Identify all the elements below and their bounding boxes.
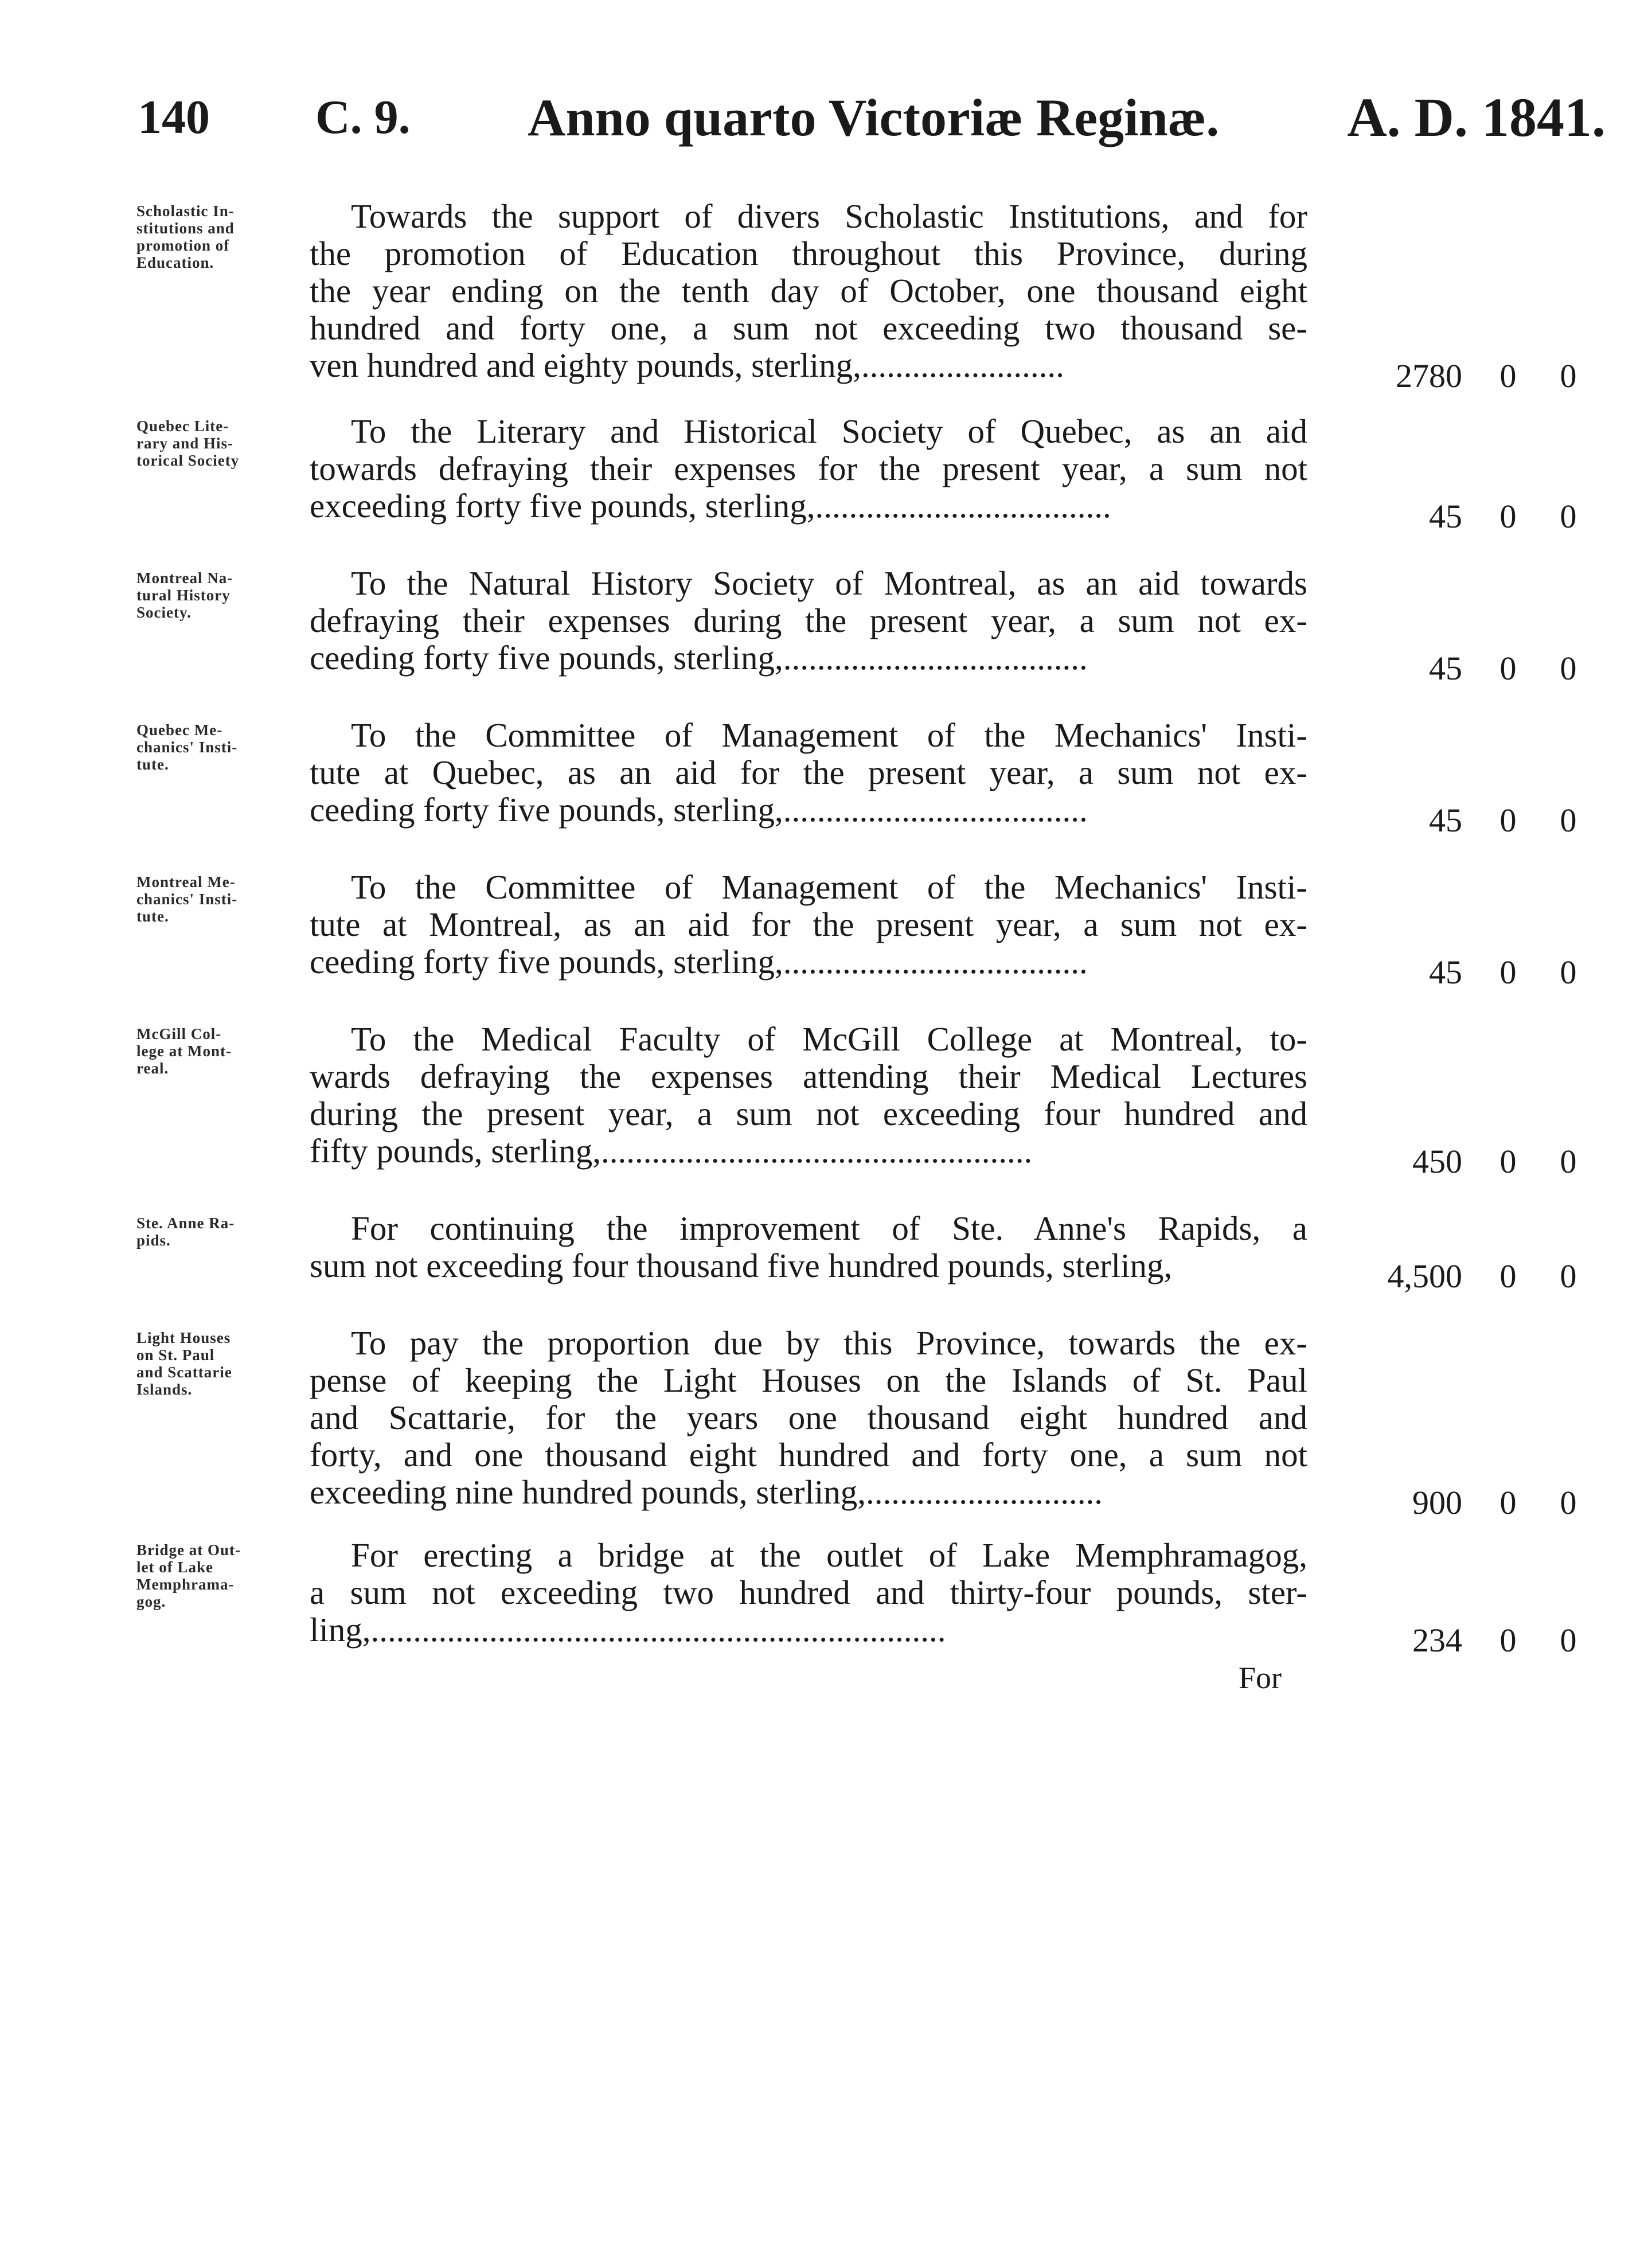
- text-line: the year ending on the tenth day of October, one thousand eight: [310, 272, 1307, 310]
- chapter-number: C. 9.: [315, 91, 411, 144]
- text-line: ceeding forty five pounds, sterling,....................................: [310, 943, 1088, 981]
- text-line: For continuing the improvement of Ste. Anne's Rapids, a: [351, 1209, 1307, 1247]
- text-line: a sum not exceeding two hundred and thirty-four pounds, ster-: [310, 1573, 1307, 1611]
- marginal-note-line: McGill Col-: [136, 1025, 222, 1042]
- running-header: [138, 86, 1606, 161]
- marginal-note: [136, 569, 291, 621]
- marginal-note-line: and Scattarie: [136, 1364, 232, 1381]
- marginal-note-line: tute.: [136, 756, 169, 773]
- marginal-note-line: promotion of: [136, 237, 230, 254]
- marginal-note-line: let of Lake: [136, 1559, 213, 1576]
- amount-shillings: 0: [1499, 650, 1517, 687]
- appropriation-text: [310, 565, 1307, 677]
- marginal-note-line: chanics' Insti-: [136, 739, 238, 756]
- marginal-note-line: gog.: [136, 1593, 166, 1610]
- text-line: Towards the support of divers Scholastic Institutions, and for: [351, 197, 1307, 235]
- page-number: 140: [138, 91, 210, 144]
- amount-pounds: 2780: [1396, 357, 1462, 395]
- amount-pounds: 45: [1429, 498, 1462, 535]
- marginal-note-line: Ste. Anne Ra-: [136, 1214, 235, 1232]
- marginal-note-line: Bridge at Out-: [136, 1541, 241, 1559]
- marginal-note: [136, 873, 291, 925]
- text-line: tute at Quebec, as an aid for the present year, a sum not ex-: [310, 753, 1307, 791]
- marginal-note-line: real.: [136, 1060, 169, 1077]
- text-line: towards defraying their expenses for the present year, a sum not: [310, 450, 1307, 487]
- text-line: wards defraying the expenses attending their Medical Lectures: [310, 1057, 1307, 1095]
- appropriation-text: [310, 1210, 1307, 1284]
- amount-shillings: 0: [1499, 498, 1517, 535]
- text-line: hundred and forty one, a sum not exceeding two thousand se-: [310, 309, 1307, 347]
- amount-pence: 0: [1560, 357, 1577, 395]
- appropriation-text: [310, 1537, 1307, 1649]
- text-line: fifty pounds, sterling,...................................................: [310, 1132, 1033, 1170]
- marginal-note: [136, 1214, 291, 1249]
- marginal-note-line: Society.: [136, 604, 192, 621]
- amount-pounds: 234: [1412, 1622, 1462, 1659]
- amount-shillings: 0: [1499, 1484, 1517, 1521]
- text-line: To the Committee of Management of the Mechanics' Insti-: [351, 868, 1307, 906]
- amount-shillings: 0: [1499, 1258, 1517, 1295]
- marginal-note-line: Montreal Me-: [136, 873, 236, 891]
- text-line: ven hundred and eighty pounds, sterling,........................: [310, 346, 1064, 384]
- marginal-note-line: tute.: [136, 908, 169, 925]
- amount-pence: 0: [1560, 1622, 1577, 1659]
- marginal-note-line: Light Houses: [136, 1329, 231, 1346]
- text-line: sum not exceeding four thousand five hundred pounds, sterling,: [310, 1247, 1173, 1284]
- text-line: To the Natural History Society of Montreal, as an aid towards: [351, 564, 1307, 602]
- text-line: defraying their expenses during the present year, a sum not ex-: [310, 602, 1307, 639]
- marginal-note-line: stitutions and: [136, 220, 235, 237]
- text-line: exceeding nine hundred pounds, sterling,............................: [310, 1473, 1103, 1511]
- marginal-note: [136, 1329, 291, 1398]
- amount-pounds: 900: [1412, 1484, 1462, 1521]
- marginal-note-line: Education.: [136, 254, 214, 271]
- amount-shillings: 0: [1499, 1622, 1517, 1659]
- amount-pence: 0: [1560, 498, 1577, 535]
- marginal-note-line: Montreal Na-: [136, 569, 233, 587]
- text-line: To pay the proportion due by this Province, towards the ex-: [351, 1324, 1307, 1362]
- marginal-note-line: chanics' Insti-: [136, 891, 238, 908]
- amount-pence: 0: [1560, 1258, 1577, 1295]
- marginal-note-line: Scholastic In-: [136, 202, 235, 220]
- text-line: pense of keeping the Light Houses on the Islands of St. Paul: [310, 1361, 1307, 1399]
- text-line: ceeding forty five pounds, sterling,....................................: [310, 791, 1088, 829]
- amount-pounds: 450: [1412, 1143, 1462, 1180]
- marginal-note: [136, 417, 291, 469]
- marginal-note: [136, 1025, 291, 1077]
- text-line: and Scattarie, for the years one thousand eight hundred and: [310, 1399, 1307, 1436]
- catchword: For: [1239, 1661, 1282, 1695]
- amount-shillings: 0: [1499, 954, 1517, 991]
- text-line: during the present year, a sum not exceeding four hundred and: [310, 1095, 1307, 1132]
- amount-pence: 0: [1560, 1484, 1577, 1521]
- text-line: forty, and one thousand eight hundred and forty one, a sum not: [310, 1436, 1307, 1474]
- text-line: exceeding forty five pounds, sterling,...................................: [310, 487, 1111, 525]
- text-line: the promotion of Education throughout this Province, during: [310, 235, 1307, 272]
- text-line: ling,....................................................................: [310, 1611, 946, 1649]
- appropriation-text: [310, 1325, 1307, 1511]
- appropriation-text: [310, 1021, 1307, 1170]
- amount-shillings: 0: [1499, 1143, 1517, 1180]
- amount-shillings: 0: [1499, 802, 1517, 839]
- appropriation-text: [310, 869, 1307, 981]
- marginal-note-line: rary and His-: [136, 435, 234, 452]
- amount-pounds: 45: [1429, 954, 1462, 991]
- marginal-note-line: Quebec Me-: [136, 721, 223, 739]
- marginal-note-line: tural History: [136, 587, 231, 604]
- year: A. D. 1841.: [1347, 87, 1606, 148]
- appropriation-text: [310, 413, 1307, 525]
- marginal-note-line: Islands.: [136, 1381, 193, 1398]
- amount-pence: 0: [1560, 802, 1577, 839]
- appropriation-text: [310, 198, 1307, 384]
- appropriation-text: [310, 717, 1307, 829]
- amount-pounds: 4,500: [1387, 1258, 1462, 1295]
- amount-pence: 0: [1560, 650, 1577, 687]
- text-line: For erecting a bridge at the outlet of Lake Memphramagog,: [351, 1536, 1307, 1574]
- text-line: To the Committee of Management of the Mechanics' Insti-: [351, 716, 1307, 754]
- marginal-note-line: on St. Paul: [136, 1346, 215, 1364]
- text-line: ceeding forty five pounds, sterling,....................................: [310, 639, 1088, 677]
- amount-pence: 0: [1560, 954, 1577, 991]
- marginal-note-line: Memphrama-: [136, 1576, 235, 1593]
- amount-shillings: 0: [1499, 357, 1517, 395]
- marginal-note: [136, 1541, 291, 1610]
- marginal-note: [136, 721, 291, 773]
- text-line: tute at Montreal, as an aid for the present year, a sum not ex-: [310, 905, 1307, 943]
- marginal-note-line: pids.: [136, 1232, 171, 1249]
- amount-pounds: 45: [1429, 650, 1462, 687]
- amount-pounds: 45: [1429, 802, 1462, 839]
- text-line: To the Literary and Historical Society of Quebec, as an aid: [351, 412, 1307, 450]
- text-line: To the Medical Faculty of McGill College at Montreal, to-: [351, 1020, 1307, 1058]
- marginal-note: [136, 202, 291, 271]
- marginal-note-line: torical Society: [136, 452, 240, 469]
- marginal-note-line: lege at Mont-: [136, 1042, 232, 1060]
- marginal-note-line: Quebec Lite-: [136, 417, 229, 435]
- running-title: Anno quarto Victoriæ Reginæ.: [528, 88, 1220, 147]
- amount-pence: 0: [1560, 1143, 1577, 1180]
